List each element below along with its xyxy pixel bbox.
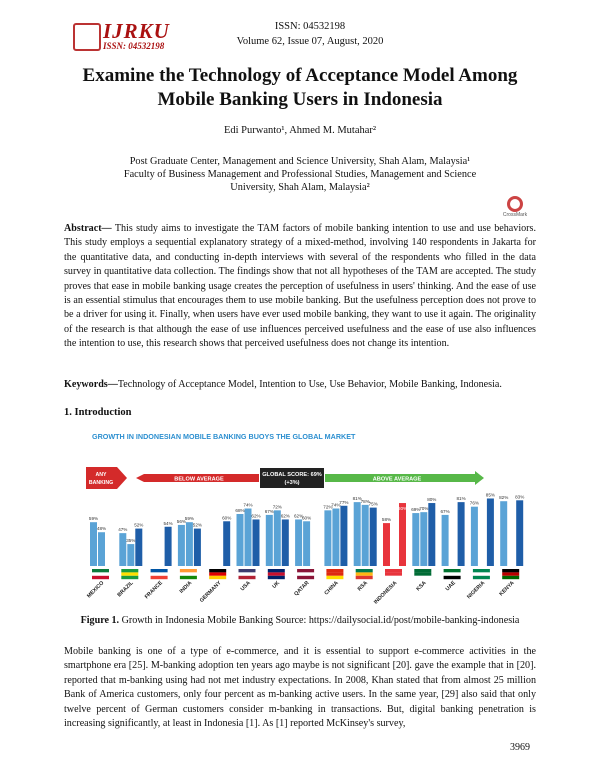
flag-rsa-stripe-2 xyxy=(356,576,373,579)
flag-rsa-stripe-1 xyxy=(356,572,373,575)
bar-label-china-1: 72% xyxy=(323,504,333,510)
flag-qatar-stripe-0 xyxy=(297,569,314,572)
x-tick-label-brazil: BRAZIL xyxy=(116,580,135,599)
title-line-1: Examine the Technology of Acceptance Model Among xyxy=(82,65,518,86)
flag-uae-stripe-0 xyxy=(444,569,461,572)
flag-indonesia-stripe-1 xyxy=(385,572,402,575)
flag-germany-stripe-2 xyxy=(209,576,226,579)
flag-mexico-stripe-2 xyxy=(92,576,109,579)
flag-mexico-stripe-1 xyxy=(92,572,109,575)
flag-germany-stripe-0 xyxy=(209,569,226,572)
flag-usa-stripe-1 xyxy=(239,572,256,575)
bar-france-3 xyxy=(165,527,172,566)
keywords-label: Keywords— xyxy=(64,379,118,390)
bar-uk-2 xyxy=(274,510,281,566)
figure-caption-text: Growth in Indonesia Mobile Banking Source: https://dailysocial.id/post/mobile-banking-indonesia xyxy=(119,615,520,626)
flag-brazil-stripe-0 xyxy=(121,569,138,572)
bar-label-china-2: 74% xyxy=(331,502,341,508)
affiliations xyxy=(110,155,490,194)
flag-qatar-stripe-2 xyxy=(297,576,314,579)
figure-caption-label: Figure 1. xyxy=(80,615,120,626)
flag-ksa-stripe-1 xyxy=(414,572,431,575)
x-tick-label-india: INDIA xyxy=(178,580,194,595)
flag-nigeria-stripe-2 xyxy=(473,576,490,579)
affiliation-1: Post Graduate Center, Management and Science University, Shah Alam, Malaysia¹ xyxy=(129,156,471,167)
journal-logo xyxy=(73,19,181,53)
crossmark-icon xyxy=(507,196,523,212)
logo-issn: ISSN: 04532198 xyxy=(103,41,165,51)
banner-right-arrowhead xyxy=(475,471,484,485)
bar-china-2 xyxy=(332,509,339,566)
bar-label-brazil-3: 52% xyxy=(134,522,144,528)
bar-mexico-2 xyxy=(98,532,105,566)
crossmark-badge[interactable] xyxy=(500,196,530,218)
bar-brazil-2 xyxy=(127,544,134,566)
bar-label-mexico-2: 48% xyxy=(96,526,107,532)
bar-label-germany-3: 60% xyxy=(222,515,232,521)
x-tick-label-germany: GERMANY xyxy=(198,580,223,604)
flag-mexico-stripe-0 xyxy=(92,569,109,572)
flag-kenya-stripe-2 xyxy=(502,576,519,579)
flag-uae-stripe-2 xyxy=(444,576,461,579)
bar-label-usa-2: 74% xyxy=(243,502,253,508)
flag-uk-stripe-0 xyxy=(268,569,285,572)
banner-above-label: ABOVE AVERAGE xyxy=(372,476,422,483)
header-volume: Volume 62, Issue 07, August, 2020 xyxy=(236,36,384,47)
bar-label-uae-1: 67% xyxy=(440,508,450,514)
bar-label-france-3: 54% xyxy=(163,520,173,526)
bar-indonesia-1 xyxy=(383,523,390,566)
flag-nigeria-stripe-0 xyxy=(473,569,490,572)
bar-china-3 xyxy=(340,506,347,566)
chart-svg xyxy=(84,428,534,610)
bar-label-kenya-3: 83% xyxy=(515,494,525,500)
authors: Edi Purwanto¹, Ahmed M. Mutahar² xyxy=(223,125,377,136)
flag-uk-stripe-1 xyxy=(268,572,285,575)
bar-label-kenya-1: 82% xyxy=(499,495,509,501)
bar-label-usa-1: 68% xyxy=(235,507,245,513)
figure-caption xyxy=(64,615,536,626)
bar-usa-3 xyxy=(253,519,260,566)
bar-uae-3 xyxy=(458,502,465,566)
bar-india-3 xyxy=(194,529,201,566)
bar-label-rsa-1: 81% xyxy=(352,496,362,502)
bar-label-nigeria-3: 85% xyxy=(485,492,496,498)
bar-label-uk-3: 62% xyxy=(280,513,290,519)
x-tick-label-qatar: QATAR xyxy=(293,580,311,598)
bar-label-ksa-1: 69% xyxy=(411,507,421,513)
flag-nigeria-stripe-1 xyxy=(473,572,490,575)
logo-title: IJRKU xyxy=(103,19,170,43)
bar-qatar-1 xyxy=(295,519,302,566)
bar-label-china-3: 77% xyxy=(339,499,349,505)
chart-title: GROWTH IN INDONESIAN MOBILE BANKING BUOYS THE GLOBAL MARKET xyxy=(92,432,356,441)
bar-qatar-2 xyxy=(303,521,310,566)
bar-nigeria-3 xyxy=(487,498,494,566)
flag-india-stripe-0 xyxy=(180,569,197,572)
keywords-text: Technology of Acceptance Model, Intention to Use, Use Behavior, Mobile Banking, Indonesia. xyxy=(117,379,502,390)
bar-label-brazil-1: 47% xyxy=(118,527,128,533)
flag-indonesia-stripe-2 xyxy=(385,576,402,579)
bar-label-ksa-2: 70% xyxy=(419,506,429,512)
x-tick-label-indonesia: INDONESIA xyxy=(372,580,399,606)
x-tick-label-china: CHINA xyxy=(323,580,340,597)
x-tick-label-nigeria: NIGERIA xyxy=(466,580,487,601)
bar-label-india-1: 56% xyxy=(176,518,187,524)
x-tick-label-ksa: KSA xyxy=(415,580,428,593)
bar-label-uae-3: 81% xyxy=(456,496,466,502)
paper-title xyxy=(50,64,550,112)
bar-uk-3 xyxy=(282,519,289,566)
banner-below-label: BELOW AVERAGE xyxy=(174,476,224,483)
crossmark-label: CrossMark xyxy=(502,212,528,218)
bar-label-qatar-1: 62% xyxy=(293,513,304,519)
flag-france-stripe-2 xyxy=(151,576,168,579)
bar-label-uk-2: 72% xyxy=(272,504,282,510)
bar-label-ksa-3: 80% xyxy=(427,497,437,503)
flag-france-stripe-1 xyxy=(151,572,168,575)
bar-label-rsa-3: 75% xyxy=(368,501,378,507)
flag-usa-stripe-0 xyxy=(239,569,256,572)
bar-label-brazil-2: 35% xyxy=(126,538,136,544)
banner-left-arrowhead xyxy=(136,474,144,482)
affiliation-2: Faculty of Business Management and Professional Studies, Management and Science University, Shah Alam, Malaysia² xyxy=(123,169,477,193)
x-tick-label-uae: UAE xyxy=(444,580,458,593)
flag-usa-stripe-2 xyxy=(239,576,256,579)
banner-any-label: ANY xyxy=(95,472,107,478)
flag-china-stripe-0 xyxy=(326,569,343,572)
journal-logo-icon xyxy=(73,23,101,51)
chart-bars xyxy=(89,492,524,566)
bar-rsa-1 xyxy=(354,502,361,566)
banner-global-sub: (+3%) xyxy=(284,480,300,486)
abstract-text: This study aims to investigate the TAM factors of mobile banking intention to use and use behaviors. This study employs a sequential explanatory strategy of a mixed-method, involving 140 respondents in Jakarta for the quantitative data, and conducting in-depth interviews with several of the respondents who filled in the data survey in quantitative data collection. The findings show that not all hypotheses of the TAM are accepted. The study proves that ease in mobile banking usage creates the perception of usefulness in users' thinking. And the ease of use is an essential stimulus that encourages them to use mobile banking. But the usefulness perception does not prove to be a driver for using it. Finally, when users have ever used mobile banking, they want to use it again. The originality of the research is that although the ease of use influences perceived usefulness and the ease of use also influences the intention to use, this research shows that perceived usefulness does not change its intention. xyxy=(64,223,536,350)
flag-qatar-stripe-1 xyxy=(297,572,314,575)
flag-indonesia-stripe-0 xyxy=(385,569,402,572)
bar-usa-1 xyxy=(237,514,244,566)
bar-label-mexico-1: 59% xyxy=(88,516,99,522)
bar-label-uk-1: 67% xyxy=(264,508,274,514)
bar-rsa-3 xyxy=(370,508,377,566)
bar-india-1 xyxy=(178,525,185,566)
banner-any-label-2: BANKING xyxy=(88,480,114,486)
x-tick-label-mexico: MEXICO xyxy=(86,580,106,600)
title-line-2: Mobile Banking Users in Indonesia xyxy=(157,89,443,110)
flag-kenya-stripe-0 xyxy=(502,569,519,572)
keywords xyxy=(64,379,536,390)
x-tick-label-uk: UK xyxy=(271,580,282,590)
bar-nigeria-1 xyxy=(471,507,478,566)
bar-indonesia-3 xyxy=(399,503,406,566)
banner-global-label: GLOBAL SCORE: 69% xyxy=(262,472,322,478)
flag-india-stripe-2 xyxy=(180,576,197,579)
bar-label-india-3: 52% xyxy=(192,522,203,528)
flag-brazil-stripe-2 xyxy=(121,576,138,579)
bar-uae-1 xyxy=(442,515,449,566)
bar-label-indonesia-1: 58% xyxy=(381,517,392,523)
bar-label-nigeria-1: 76% xyxy=(469,500,480,506)
flag-kenya-stripe-1 xyxy=(502,572,519,575)
flag-ksa-stripe-0 xyxy=(414,569,431,572)
bar-ksa-2 xyxy=(420,512,427,566)
intro-paragraph: Mobile banking is one of a type of e-commerce, and it is essential to support e-commerce activities in the smartphone era [25]. M-banking adoption ten years ago maybe is not significant [20]. gave the example that in [20]. reported that m-banking using had not met industry expectations. In 2008, Khan stated that from almost 25 million Bank of America customers, only four percent as m-banking active users. In the same year, [29] also said that only twelve percent of German customers consider m-banking in transactions. But, digital banking penetration is increasing significantly, at least in Indonesia [1]. As [1] reported McKinsey's survey, xyxy=(64,646,536,730)
bar-uk-1 xyxy=(266,515,273,566)
bar-label-rsa-2: 78% xyxy=(360,498,370,504)
bar-label-qatar-2: 60% xyxy=(301,515,312,521)
x-tick-label-usa: USA xyxy=(239,580,252,593)
page-number: 3969 xyxy=(510,742,530,753)
flag-rsa-stripe-0 xyxy=(356,569,373,572)
flag-uk-stripe-2 xyxy=(268,576,285,579)
bar-brazil-3 xyxy=(135,529,142,566)
chart-flags xyxy=(92,569,519,579)
bar-germany-3 xyxy=(223,521,230,566)
x-tick-label-france: FRANCE xyxy=(143,580,165,601)
x-tick-label-rsa: RSA xyxy=(356,580,370,593)
bar-label-india-2: 59% xyxy=(184,516,195,522)
bar-kenya-3 xyxy=(516,500,523,566)
abstract xyxy=(64,222,536,352)
flag-germany-stripe-1 xyxy=(209,572,226,575)
flag-brazil-stripe-1 xyxy=(121,572,138,575)
flag-uae-stripe-1 xyxy=(444,572,461,575)
flag-china-stripe-1 xyxy=(326,572,343,575)
bar-kenya-1 xyxy=(500,501,507,566)
flag-ksa-stripe-2 xyxy=(414,576,431,579)
flag-france-stripe-0 xyxy=(151,569,168,572)
bar-ksa-1 xyxy=(412,513,419,566)
bar-rsa-2 xyxy=(362,505,369,566)
figure-1-chart xyxy=(84,428,534,610)
flag-china-stripe-2 xyxy=(326,576,343,579)
bar-label-indonesia-3: 80% xyxy=(397,506,408,512)
chart-x-labels xyxy=(86,580,516,606)
bar-india-2 xyxy=(186,522,193,566)
bar-ksa-3 xyxy=(428,503,435,566)
section-heading: 1. Introduction xyxy=(64,407,132,418)
header-issn: ISSN: 04532198 xyxy=(274,21,346,32)
flag-india-stripe-1 xyxy=(180,572,197,575)
bar-china-1 xyxy=(324,510,331,566)
x-tick-label-kenya: KENYA xyxy=(498,580,516,598)
abstract-label: Abstract— xyxy=(64,223,112,234)
bar-label-usa-3: 62% xyxy=(251,513,261,519)
